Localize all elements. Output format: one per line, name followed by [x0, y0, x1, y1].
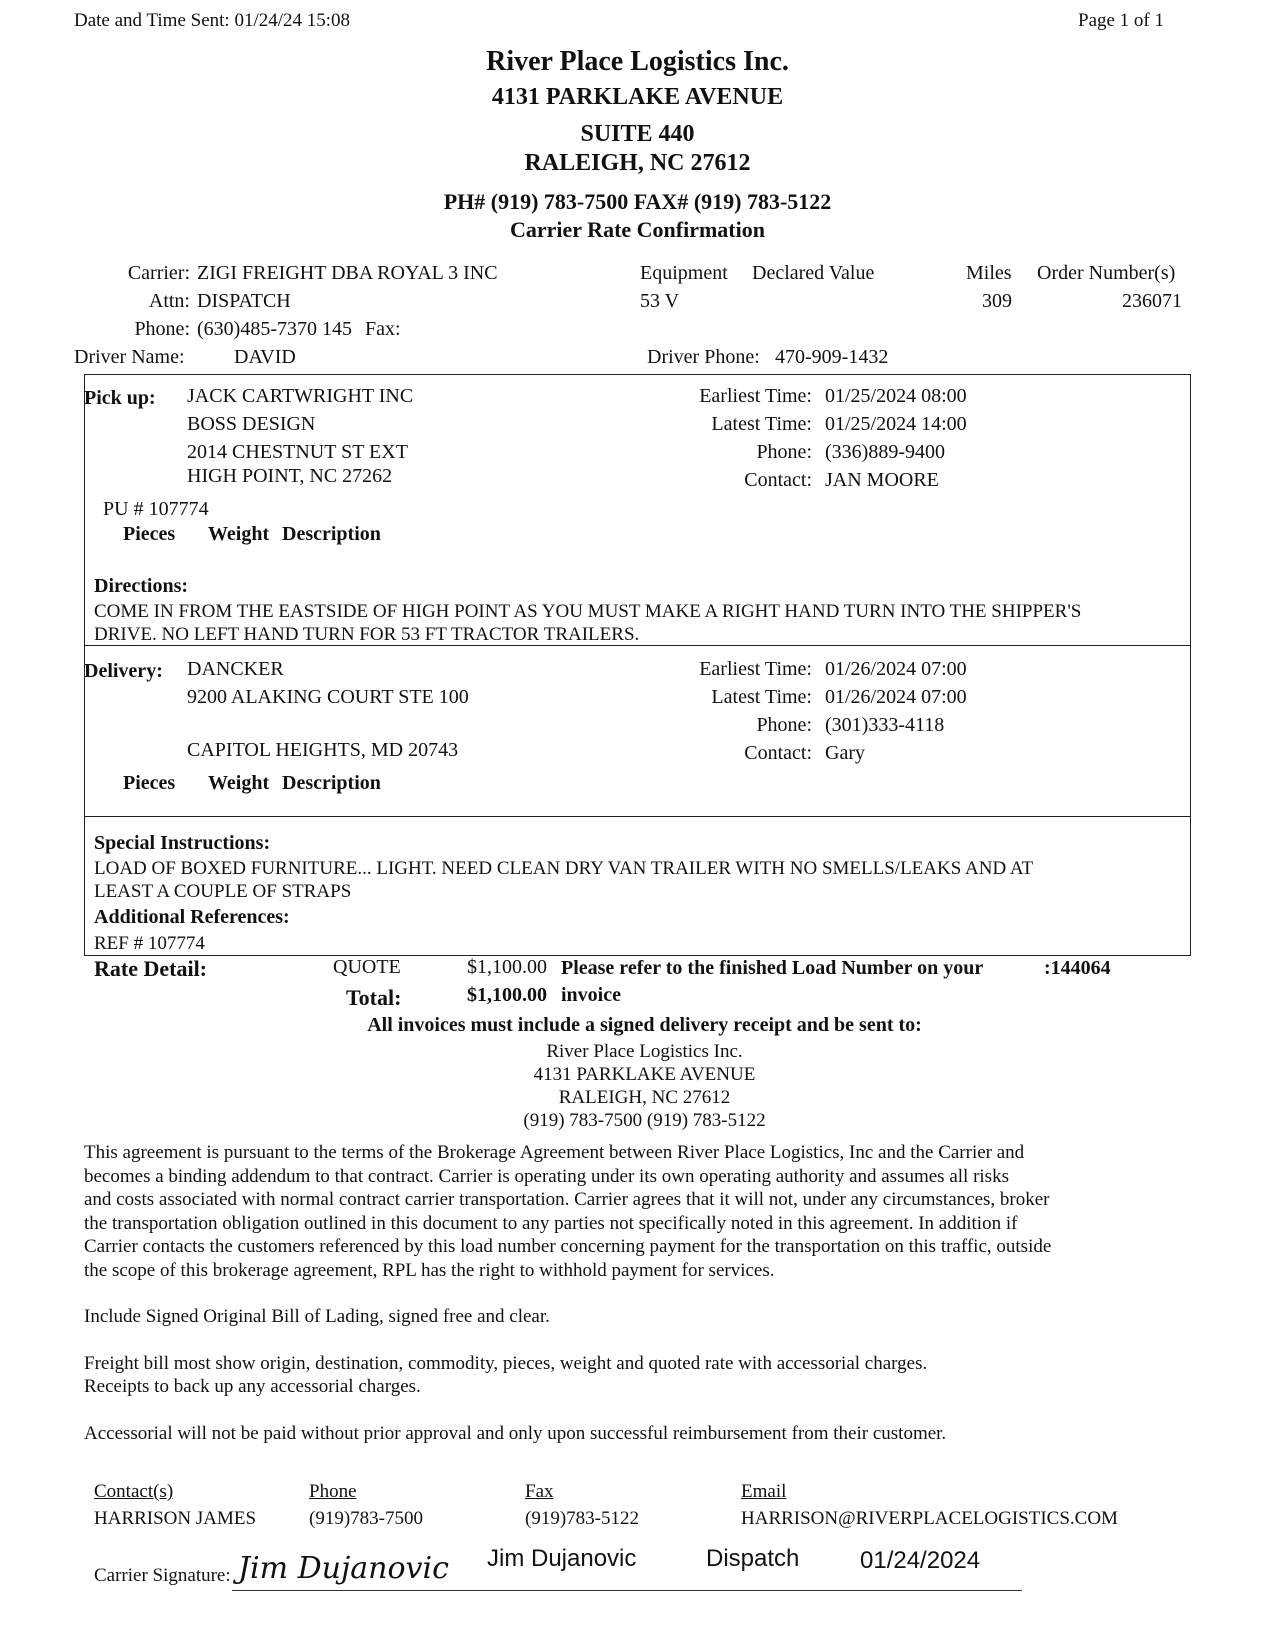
pickup-line-4: HIGH POINT, NC 27262 [187, 465, 393, 487]
carrier-phone-label: Phone: [134, 318, 190, 340]
driver-name-label: Driver Name: [74, 346, 185, 368]
delivery-pieces-header: Pieces [123, 772, 176, 794]
company-name: River Place Logistics Inc. [486, 46, 789, 77]
signer-printed-name: Jim Dujanovic [487, 1545, 637, 1572]
delivery-instructions-divider [84, 816, 1190, 817]
agreement-line: the scope of this brokerage agreement, RPL has the right to withhold payment for services. [84, 1259, 775, 1281]
phone-header: Phone [309, 1481, 357, 1502]
special-instructions-label: Special Instructions: [94, 832, 271, 854]
quote-label: QUOTE [333, 956, 401, 978]
driver-name: DAVID [234, 346, 296, 368]
pickup-label: Pick up: [84, 387, 156, 409]
equipment-value: 53 V [640, 290, 680, 312]
invoice-address: 4131 PARKLAKE AVENUE [533, 1064, 756, 1085]
miles-label: Miles [966, 262, 1012, 284]
declared-value-label: Declared Value [752, 262, 875, 284]
delivery-contact: Gary [825, 742, 865, 764]
invoice-city: RALEIGH, NC 27612 [558, 1087, 731, 1108]
pickup-pieces-header: Pieces [123, 523, 176, 545]
company-suite: SUITE 440 [580, 121, 695, 147]
load-number-note-line-1: Please refer to the finished Load Number on your [561, 957, 984, 979]
driver-phone: 470-909-1432 [775, 346, 889, 368]
carrier-fax-label: Fax: [365, 318, 401, 340]
signature-line [232, 1590, 1022, 1591]
attn-label: Attn: [148, 290, 190, 312]
pickup-description-header: Description [282, 523, 381, 545]
delivery-description-header: Description [282, 772, 381, 794]
pickup-earliest-label: Earliest Time: [699, 385, 812, 407]
delivery-line-2: 9200 ALAKING COURT STE 100 [187, 686, 469, 708]
pickup-latest-label: Latest Time: [711, 413, 812, 435]
quote-amount: $1,100.00 [467, 956, 547, 978]
signer-title: Dispatch [706, 1545, 800, 1572]
agreement-paragraph [84, 1141, 1214, 1282]
agreement-line: the transportation obligation outlined in this document to any parties not specifically noted in this agreement. In addition if [84, 1212, 1018, 1234]
page-number: Page 1 of 1 [1078, 10, 1165, 31]
delivery-phone-label: Phone: [756, 714, 812, 736]
bill-of-lading-note: Include Signed Original Bill of Lading, signed free and clear. [84, 1306, 550, 1327]
company-address: 4131 PARKLAKE AVENUE [491, 84, 784, 110]
driver-phone-label: Driver Phone: [647, 346, 760, 368]
delivery-phone: (301)333-4118 [825, 714, 945, 736]
special-instructions-line-1: LOAD OF BOXED FURNITURE... LIGHT. NEED CLEAN DRY VAN TRAILER WITH NO SMELLS/LEAKS AND AT [94, 858, 1034, 879]
agreement-line: becomes a binding addendum to that contract. Carrier is operating under its own operating authority and assumes all risks [84, 1165, 1009, 1187]
document-title: Carrier Rate Confirmation [510, 217, 765, 242]
pu-number: PU # 107774 [103, 498, 209, 520]
delivery-label: Delivery: [84, 660, 163, 682]
contact-header: Contact(s) [94, 1481, 174, 1502]
carrier-phone: (630)485-7370 145 [197, 318, 352, 340]
reference-number: REF # 107774 [94, 933, 205, 954]
delivery-latest-label: Latest Time: [711, 686, 812, 708]
delivery-line-1: DANCKER [187, 658, 284, 680]
attn-value: DISPATCH [197, 290, 291, 312]
agreement-line: This agreement is pursuant to the terms of the Brokerage Agreement between River Place Logistics, Inc and the Carrier and [84, 1142, 1025, 1163]
total-label: Total: [346, 985, 402, 1010]
agreement-line: Carrier contacts the customers referenced by this load number concerning payment for the transportation on this traffic, outside [84, 1236, 1052, 1257]
equipment-label: Equipment [640, 262, 728, 284]
order-number-label: Order Number(s) [1037, 262, 1176, 284]
pickup-weight-header: Weight [208, 523, 270, 545]
handwritten-signature: Jim Dujanovic [238, 1551, 449, 1586]
load-number: :144064 [1044, 957, 1111, 979]
agreement-line: and costs associated with normal contract carrier transportation. Carrier agrees that it will not, under any circumstances, broker [84, 1189, 1050, 1210]
pickup-latest-time: 01/25/2024 14:00 [825, 413, 967, 435]
email-header: Email [741, 1481, 787, 1502]
miles-value: 309 [982, 290, 1012, 312]
contact-fax: (919)783-5122 [525, 1508, 639, 1529]
pickup-line-2: BOSS DESIGN [187, 413, 316, 435]
rate-detail-label: Rate Detail: [94, 956, 208, 981]
pickup-line-3: 2014 CHESTNUT ST EXT [187, 441, 408, 463]
invoice-company: River Place Logistics Inc. [546, 1041, 743, 1062]
directions-line-1: COME IN FROM THE EASTSIDE OF HIGH POINT AS YOU MUST MAKE A RIGHT HAND TURN INTO THE SHIPPER'S [94, 601, 1082, 622]
pickup-contact: JAN MOORE [825, 469, 939, 491]
delivery-contact-label: Contact: [744, 742, 812, 764]
directions-line-2: DRIVE. NO LEFT HAND TURN FOR 53 FT TRACTOR TRAILERS. [94, 624, 640, 645]
delivery-weight-header: Weight [208, 772, 270, 794]
accessorial-note: Accessorial will not be paid without prior approval and only upon successful reimbursement from their customer. [84, 1423, 947, 1444]
signature-date: 01/24/2024 [860, 1547, 981, 1574]
carrier-name: ZIGI FREIGHT DBA ROYAL 3 INC [197, 262, 498, 284]
carrier-signature-label: Carrier Signature: [94, 1565, 231, 1586]
pickup-phone: (336)889-9400 [825, 441, 945, 463]
contact-email: HARRISON@RIVERPLACELOGISTICS.COM [741, 1508, 1118, 1529]
contact-name: HARRISON JAMES [94, 1508, 257, 1529]
delivery-line-3: CAPITOL HEIGHTS, MD 20743 [187, 739, 459, 761]
pickup-earliest-time: 01/25/2024 08:00 [825, 385, 967, 407]
special-instructions-line-2: LEAST A COUPLE OF STRAPS [94, 881, 352, 902]
pickup-contact-label: Contact: [744, 469, 812, 491]
carrier-label: Carrier: [127, 262, 190, 284]
freight-bill-note: Freight bill most show origin, destination, commodity, pieces, weight and quoted rate with accessorial charges. [84, 1353, 928, 1374]
pickup-line-1: JACK CARTWRIGHT INC [187, 385, 414, 407]
order-number-value: 236071 [1122, 290, 1182, 312]
total-amount: $1,100.00 [467, 984, 547, 1006]
date-time-sent: Date and Time Sent: 01/24/24 15:08 [74, 10, 351, 31]
fax-header: Fax [525, 1481, 554, 1502]
directions-label: Directions: [94, 575, 189, 597]
company-phone-fax: PH# (919) 783-7500 FAX# (919) 783-5122 [443, 189, 832, 214]
pickup-phone-label: Phone: [756, 441, 812, 463]
contact-phone: (919)783-7500 [309, 1508, 423, 1529]
invoice-heading: All invoices must include a signed delivery receipt and be sent to: [367, 1014, 922, 1036]
receipts-note: Receipts to back up any accessorial charges. [84, 1376, 421, 1397]
delivery-latest-time: 01/26/2024 07:00 [825, 686, 967, 708]
load-number-note-line-2: invoice [561, 984, 621, 1006]
invoice-phones: (919) 783-7500 (919) 783-5122 [523, 1110, 766, 1131]
delivery-earliest-time: 01/26/2024 07:00 [825, 658, 967, 680]
additional-references-label: Additional References: [94, 906, 290, 928]
company-city: RALEIGH, NC 27612 [524, 150, 751, 176]
delivery-earliest-label: Earliest Time: [699, 658, 812, 680]
